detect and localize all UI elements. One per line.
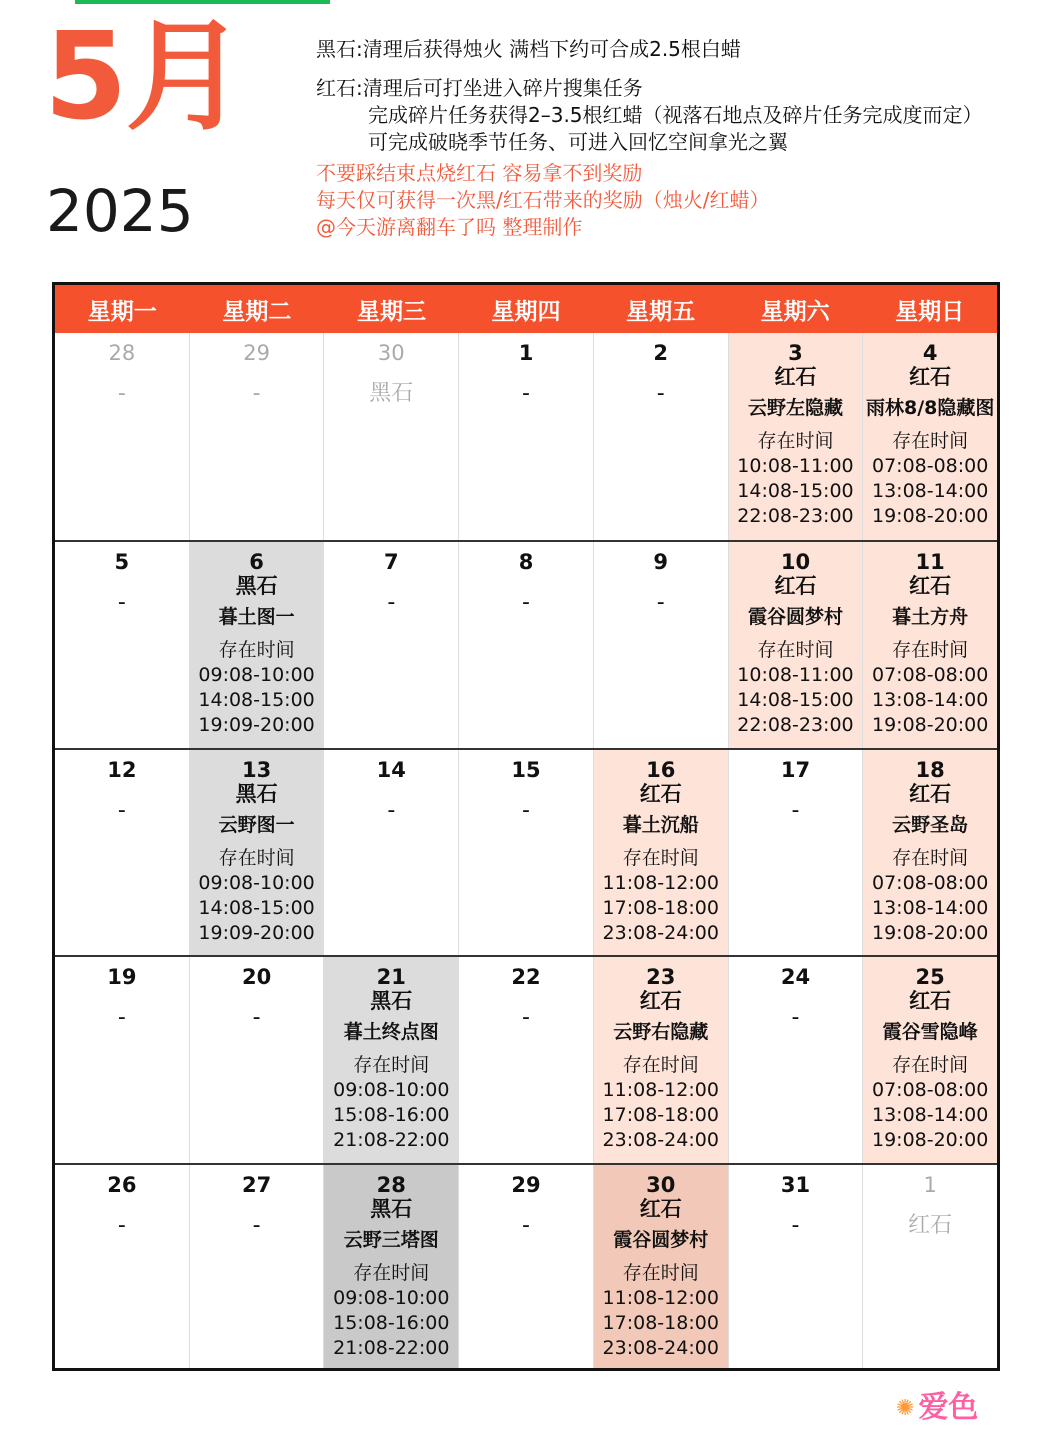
calendar-day-cell [55,750,190,955]
time-slot: 13:08-14:00 [871,689,989,712]
stone-location: 云野圣岛 [892,813,969,836]
exist-time-label: 存在时间 [892,639,969,662]
time-slot: 07:08-08:00 [871,871,989,894]
stone-type: 红石 [639,1196,682,1221]
day-number: 16 [646,757,676,782]
calendar-week [55,540,997,747]
time-slot: 14:08-15:00 [737,480,854,502]
weekday-header [55,285,997,333]
stone-type: 红石 [909,989,952,1014]
stone-location: 云野右隐藏 [613,1021,709,1044]
empty-dash: - [522,590,530,616]
calendar-day-cell [863,750,997,955]
weekday-label: 星期六 [760,298,830,325]
top-accent-bar [75,0,330,4]
calendar-day-cell [190,542,325,747]
exist-time-label: 存在时间 [892,1054,969,1077]
day-number: 25 [915,965,945,990]
calendar-day-cell [324,542,459,747]
weekday-label: 星期二 [222,298,292,325]
weekday-label: 星期三 [356,298,426,325]
empty-dash: - [117,590,126,616]
day-number: 6 [249,550,264,575]
day-number: 23 [646,965,676,990]
calendar-day-cell [190,957,325,1162]
time-slot: 17:08-18:00 [602,1104,719,1127]
exist-time-label: 存在时间 [622,1054,699,1077]
stone-location: 霞谷雪隐峰 [882,1021,978,1044]
stone-type: 红石 [774,365,817,389]
stone-location: 暮土方舟 [892,606,969,629]
time-slot: 09:08-10:00 [333,1079,450,1102]
note-red-stone-reward: 完成碎片任务获得2–3.5根红蜡（视落石地点及碎片任务完成度而定） [368,103,983,127]
calendar-body [55,333,997,1370]
time-slot: 17:08-18:00 [602,896,719,919]
empty-dash: - [117,381,126,406]
time-slot: 21:08-22:00 [333,1129,450,1152]
time-slot: 13:08-14:00 [871,896,989,919]
calendar-day-cell [863,333,997,540]
calendar-day-cell [459,750,594,955]
day-number: 31 [780,1172,811,1197]
empty-dash: - [117,1212,126,1238]
exist-time-label: 存在时间 [622,1261,699,1284]
note-daily-limit: 每天仅可获得一次黑/红石带来的奖励（烛火/红蜡） [316,188,770,212]
calendar-day-cell [729,542,864,747]
calendar-day-cell [324,1165,459,1370]
flower-icon: ✺ [896,1395,915,1421]
empty-dash: - [522,1212,530,1238]
time-slot: 13:08-14:00 [871,480,989,502]
day-number: 11 [915,550,945,575]
exist-time-label: 存在时间 [353,1054,430,1077]
stone-type: 黑石 [235,574,278,599]
calendar-day-cell [594,542,729,747]
calendar-day-cell [190,333,325,540]
day-number: 7 [383,550,399,575]
day-number: 20 [241,965,272,990]
empty-dash: - [387,590,396,616]
calendar-day-cell [55,333,190,540]
time-slot: 07:08-08:00 [871,1079,989,1102]
exist-time-label: 存在时间 [353,1261,430,1284]
day-number: 9 [653,550,669,575]
time-slot: 22:08-23:00 [737,505,854,527]
time-slot: 23:08-24:00 [602,1129,719,1152]
time-slot: 22:08-23:00 [737,714,854,737]
note-credit: @今天游离翻车了吗 整理制作 [316,215,583,239]
stone-location: 暮土终点图 [343,1021,439,1044]
empty-dash: - [117,1005,126,1031]
day-number: 10 [780,550,811,575]
day-number: 18 [915,757,945,782]
day-number: 3 [788,341,803,365]
day-number: 28 [376,1172,406,1197]
day-number: 30 [646,1172,676,1197]
weekday-label: 星期日 [895,298,965,325]
time-slot: 11:08-12:00 [602,1286,719,1309]
stone-type: 红石 [909,574,952,599]
time-slot: 14:08-15:00 [198,689,315,712]
empty-dash: - [252,381,261,406]
calendar-day-cell [459,1165,594,1370]
stone-type: 黑石 [235,781,278,806]
time-slot: 19:08-20:00 [871,921,989,944]
time-slot: 13:08-14:00 [871,1104,989,1127]
empty-dash: - [387,797,396,823]
calendar-day-cell [190,750,325,955]
note-red-stone-extra: 可完成破晓季节任务、可进入回忆空间拿光之翼 [368,130,788,154]
month-title: 5月 [44,8,244,147]
day-number: 24 [780,965,811,990]
exist-time-label: 存在时间 [892,846,969,869]
brand-logo [896,1390,979,1425]
calendar-day-cell [55,1165,190,1370]
calendar-week [55,1163,997,1370]
calendar-day-cell [729,957,864,1162]
weekday-label: 星期五 [626,298,696,325]
calendar-day-cell [324,333,459,540]
calendar-day-cell [594,957,729,1162]
day-number: 12 [107,757,137,782]
exist-time-label: 存在时间 [622,846,699,869]
day-number: 19 [107,965,137,990]
time-slot: 09:08-10:00 [333,1286,450,1309]
day-number: 29 [511,1172,541,1197]
day-number: 28 [108,341,136,365]
calendar-day-cell [459,957,594,1162]
empty-dash: - [656,381,665,406]
calendar-day-cell [594,333,729,540]
calendar-day-cell [863,542,997,747]
calendar-week [55,333,997,540]
calendar-day-cell [459,542,594,747]
stone-type: 红石 [908,1212,953,1238]
day-number: 30 [377,341,405,365]
day-number: 1 [518,341,534,365]
calendar [52,282,1000,1371]
empty-dash: - [656,590,665,616]
year-title: 2025 [46,177,194,245]
time-slot: 07:08-08:00 [871,455,989,477]
day-number: 21 [376,965,406,990]
day-number: 4 [922,341,938,365]
calendar-day-cell [594,750,729,955]
time-slot: 09:08-10:00 [198,871,315,894]
calendar-day-cell [55,542,190,747]
time-slot: 19:08-20:00 [871,505,989,527]
day-number: 14 [376,757,406,782]
calendar-day-cell [729,750,864,955]
empty-dash: - [252,1005,261,1031]
stone-location: 云野图一 [218,813,295,836]
exist-time-label: 存在时间 [892,430,969,452]
calendar-day-cell [729,1165,864,1370]
empty-dash: - [252,1212,261,1238]
empty-dash: - [522,797,530,823]
stone-type: 红石 [909,365,952,389]
exist-time-label: 存在时间 [218,846,295,869]
empty-dash: - [791,1212,800,1238]
time-slot: 19:09-20:00 [198,921,315,944]
stone-type: 黑石 [369,381,414,406]
stone-type: 红石 [639,989,682,1014]
calendar-day-cell [324,957,459,1162]
time-slot: 10:08-11:00 [737,455,854,477]
empty-dash: - [522,1005,530,1031]
calendar-week [55,955,997,1162]
calendar-day-cell [459,333,594,540]
day-number: 5 [114,550,130,575]
time-slot: 19:08-20:00 [871,714,989,737]
weekday-label: 星期一 [87,298,157,325]
calendar-day-cell [729,333,864,540]
exist-time-label: 存在时间 [757,639,834,662]
notes-block [316,36,1046,241]
note-black-stone: 黑石:清理后获得烛火 满档下约可合成2.5根白蜡 [316,37,741,61]
empty-dash: - [117,797,126,823]
time-slot: 14:08-15:00 [737,689,854,712]
note-warning: 不要踩结束点烧红石 容易拿不到奖励 [316,161,643,185]
day-number: 8 [518,550,534,575]
stone-location: 暮土沉船 [622,813,699,836]
stone-type: 黑石 [370,989,413,1014]
stone-type: 黑石 [370,1196,413,1221]
time-slot: 10:08-11:00 [737,664,854,687]
calendar-week [55,748,997,955]
time-slot: 09:08-10:00 [198,664,315,687]
time-slot: 21:08-22:00 [333,1336,450,1359]
calendar-day-cell [594,1165,729,1370]
stone-type: 红石 [909,781,952,806]
day-number: 13 [241,757,272,782]
note-red-stone: 红石:清理后可打坐进入碎片搜集任务 [316,76,643,100]
stone-location: 霞谷圆梦村 [613,1228,709,1251]
time-slot: 17:08-18:00 [602,1311,719,1334]
time-slot: 11:08-12:00 [602,871,719,894]
calendar-day-cell [55,957,190,1162]
stone-type: 红石 [774,574,817,599]
day-number: 26 [107,1172,137,1197]
calendar-day-cell [863,957,997,1162]
empty-dash: - [522,381,530,406]
day-number: 27 [241,1172,272,1197]
stone-location: 雨林8/8隐藏图 [865,397,995,419]
time-slot: 15:08-16:00 [333,1311,450,1334]
empty-dash: - [791,1005,800,1031]
stone-type: 红石 [639,781,682,806]
time-slot: 14:08-15:00 [198,896,315,919]
day-number: 17 [780,757,811,782]
stone-location: 云野左隐藏 [747,397,843,419]
calendar-day-cell [863,1165,997,1370]
time-slot: 19:09-20:00 [198,714,315,737]
day-number: 22 [511,965,541,990]
stone-location: 暮土图一 [218,606,295,629]
calendar-day-cell [190,1165,325,1370]
empty-dash: - [791,797,800,823]
stone-location: 云野三塔图 [343,1228,439,1251]
brand-logo-text: 爱色 [918,1390,979,1425]
time-slot: 19:08-20:00 [871,1129,989,1152]
exist-time-label: 存在时间 [757,430,834,452]
exist-time-label: 存在时间 [218,639,295,662]
weekday-label: 星期四 [491,298,561,325]
time-slot: 11:08-12:00 [602,1079,719,1102]
time-slot: 15:08-16:00 [333,1104,450,1127]
day-number: 29 [243,341,270,365]
calendar-day-cell [324,750,459,955]
stone-location: 霞谷圆梦村 [747,606,843,629]
time-slot: 07:08-08:00 [871,664,989,687]
time-slot: 23:08-24:00 [602,921,719,944]
day-number: 1 [923,1172,937,1197]
day-number: 2 [653,341,669,365]
time-slot: 23:08-24:00 [602,1336,719,1359]
day-number: 15 [511,757,541,782]
